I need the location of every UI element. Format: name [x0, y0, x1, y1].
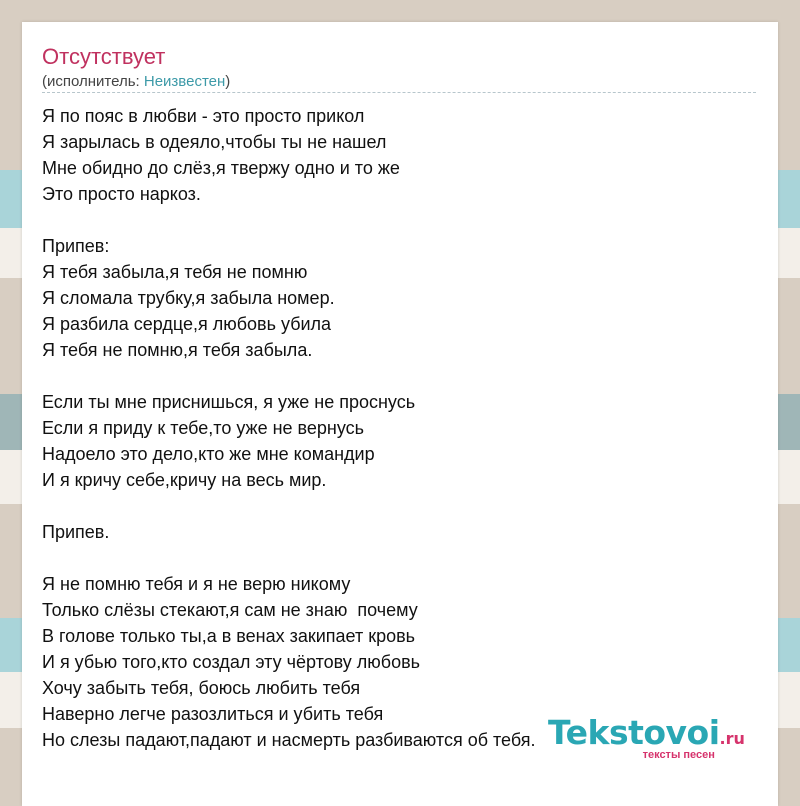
lyrics-blank-line — [42, 363, 536, 389]
lyrics-line: Припев: — [42, 236, 110, 256]
lyrics-line: Хочу забыть тебя, боюсь любить тебя — [42, 678, 361, 698]
lyrics-blank-line — [42, 545, 536, 571]
lyrics-line: Но слезы падают,падают и насмерть разбиваются об тебя. — [42, 730, 536, 750]
lyrics-line: Я тебя забыла,я тебя не помню — [42, 262, 308, 282]
logo-tld: .ru — [719, 729, 745, 748]
logo-main-text: Tekstovoi — [548, 713, 720, 752]
lyrics-line: Припев. — [42, 522, 110, 542]
lyrics-line: Наверно легче разозлиться и убить тебя — [42, 704, 384, 724]
lyrics-line: Я тебя не помню,я тебя забыла. — [42, 340, 313, 360]
lyrics-blank-line — [42, 207, 536, 233]
artist-suffix: ) — [225, 73, 231, 90]
site-logo[interactable] — [548, 713, 745, 761]
artist-line — [42, 73, 230, 90]
lyrics-line: Мне обидно до слёз,я твержу одно и то же — [42, 158, 400, 178]
logo-tagline: тексты песен — [642, 749, 715, 761]
lyrics-line: И я кричу себе,кричу на весь мир. — [42, 470, 327, 490]
lyrics-text — [42, 103, 536, 753]
title-divider — [42, 92, 756, 93]
lyrics-line: Я не помню тебя и я не верю никому — [42, 574, 351, 594]
lyrics-line: Я сломала трубку,я забыла номер. — [42, 288, 335, 308]
lyrics-card — [22, 22, 778, 806]
lyrics-line: Надоело это дело,кто же мне командир — [42, 444, 375, 464]
lyrics-line: Я разбила сердце,я любовь убила — [42, 314, 332, 334]
lyrics-line: Если я приду к тебе,то уже не вернусь — [42, 418, 365, 438]
lyrics-line: Я по пояс в любви - это просто прикол — [42, 106, 365, 126]
lyrics-line: Я зарылась в одеяло,чтобы ты не нашел — [42, 132, 387, 152]
lyrics-line: Это просто наркоз. — [42, 184, 201, 204]
song-title: Отсутствует — [42, 44, 166, 69]
lyrics-line: В голове только ты,а в венах закипает кровь — [42, 626, 416, 646]
lyrics-line: Только слёзы стекают,я сам не знаю почему — [42, 600, 418, 620]
lyrics-line: Если ты мне приснишься, я уже не проснусь — [42, 392, 416, 412]
lyrics-blank-line — [42, 493, 536, 519]
artist-prefix: (исполнитель: — [42, 73, 144, 90]
lyrics-line: И я убью того,кто создал эту чёртову любовь — [42, 652, 421, 672]
artist-link[interactable]: Неизвестен — [143, 73, 226, 90]
